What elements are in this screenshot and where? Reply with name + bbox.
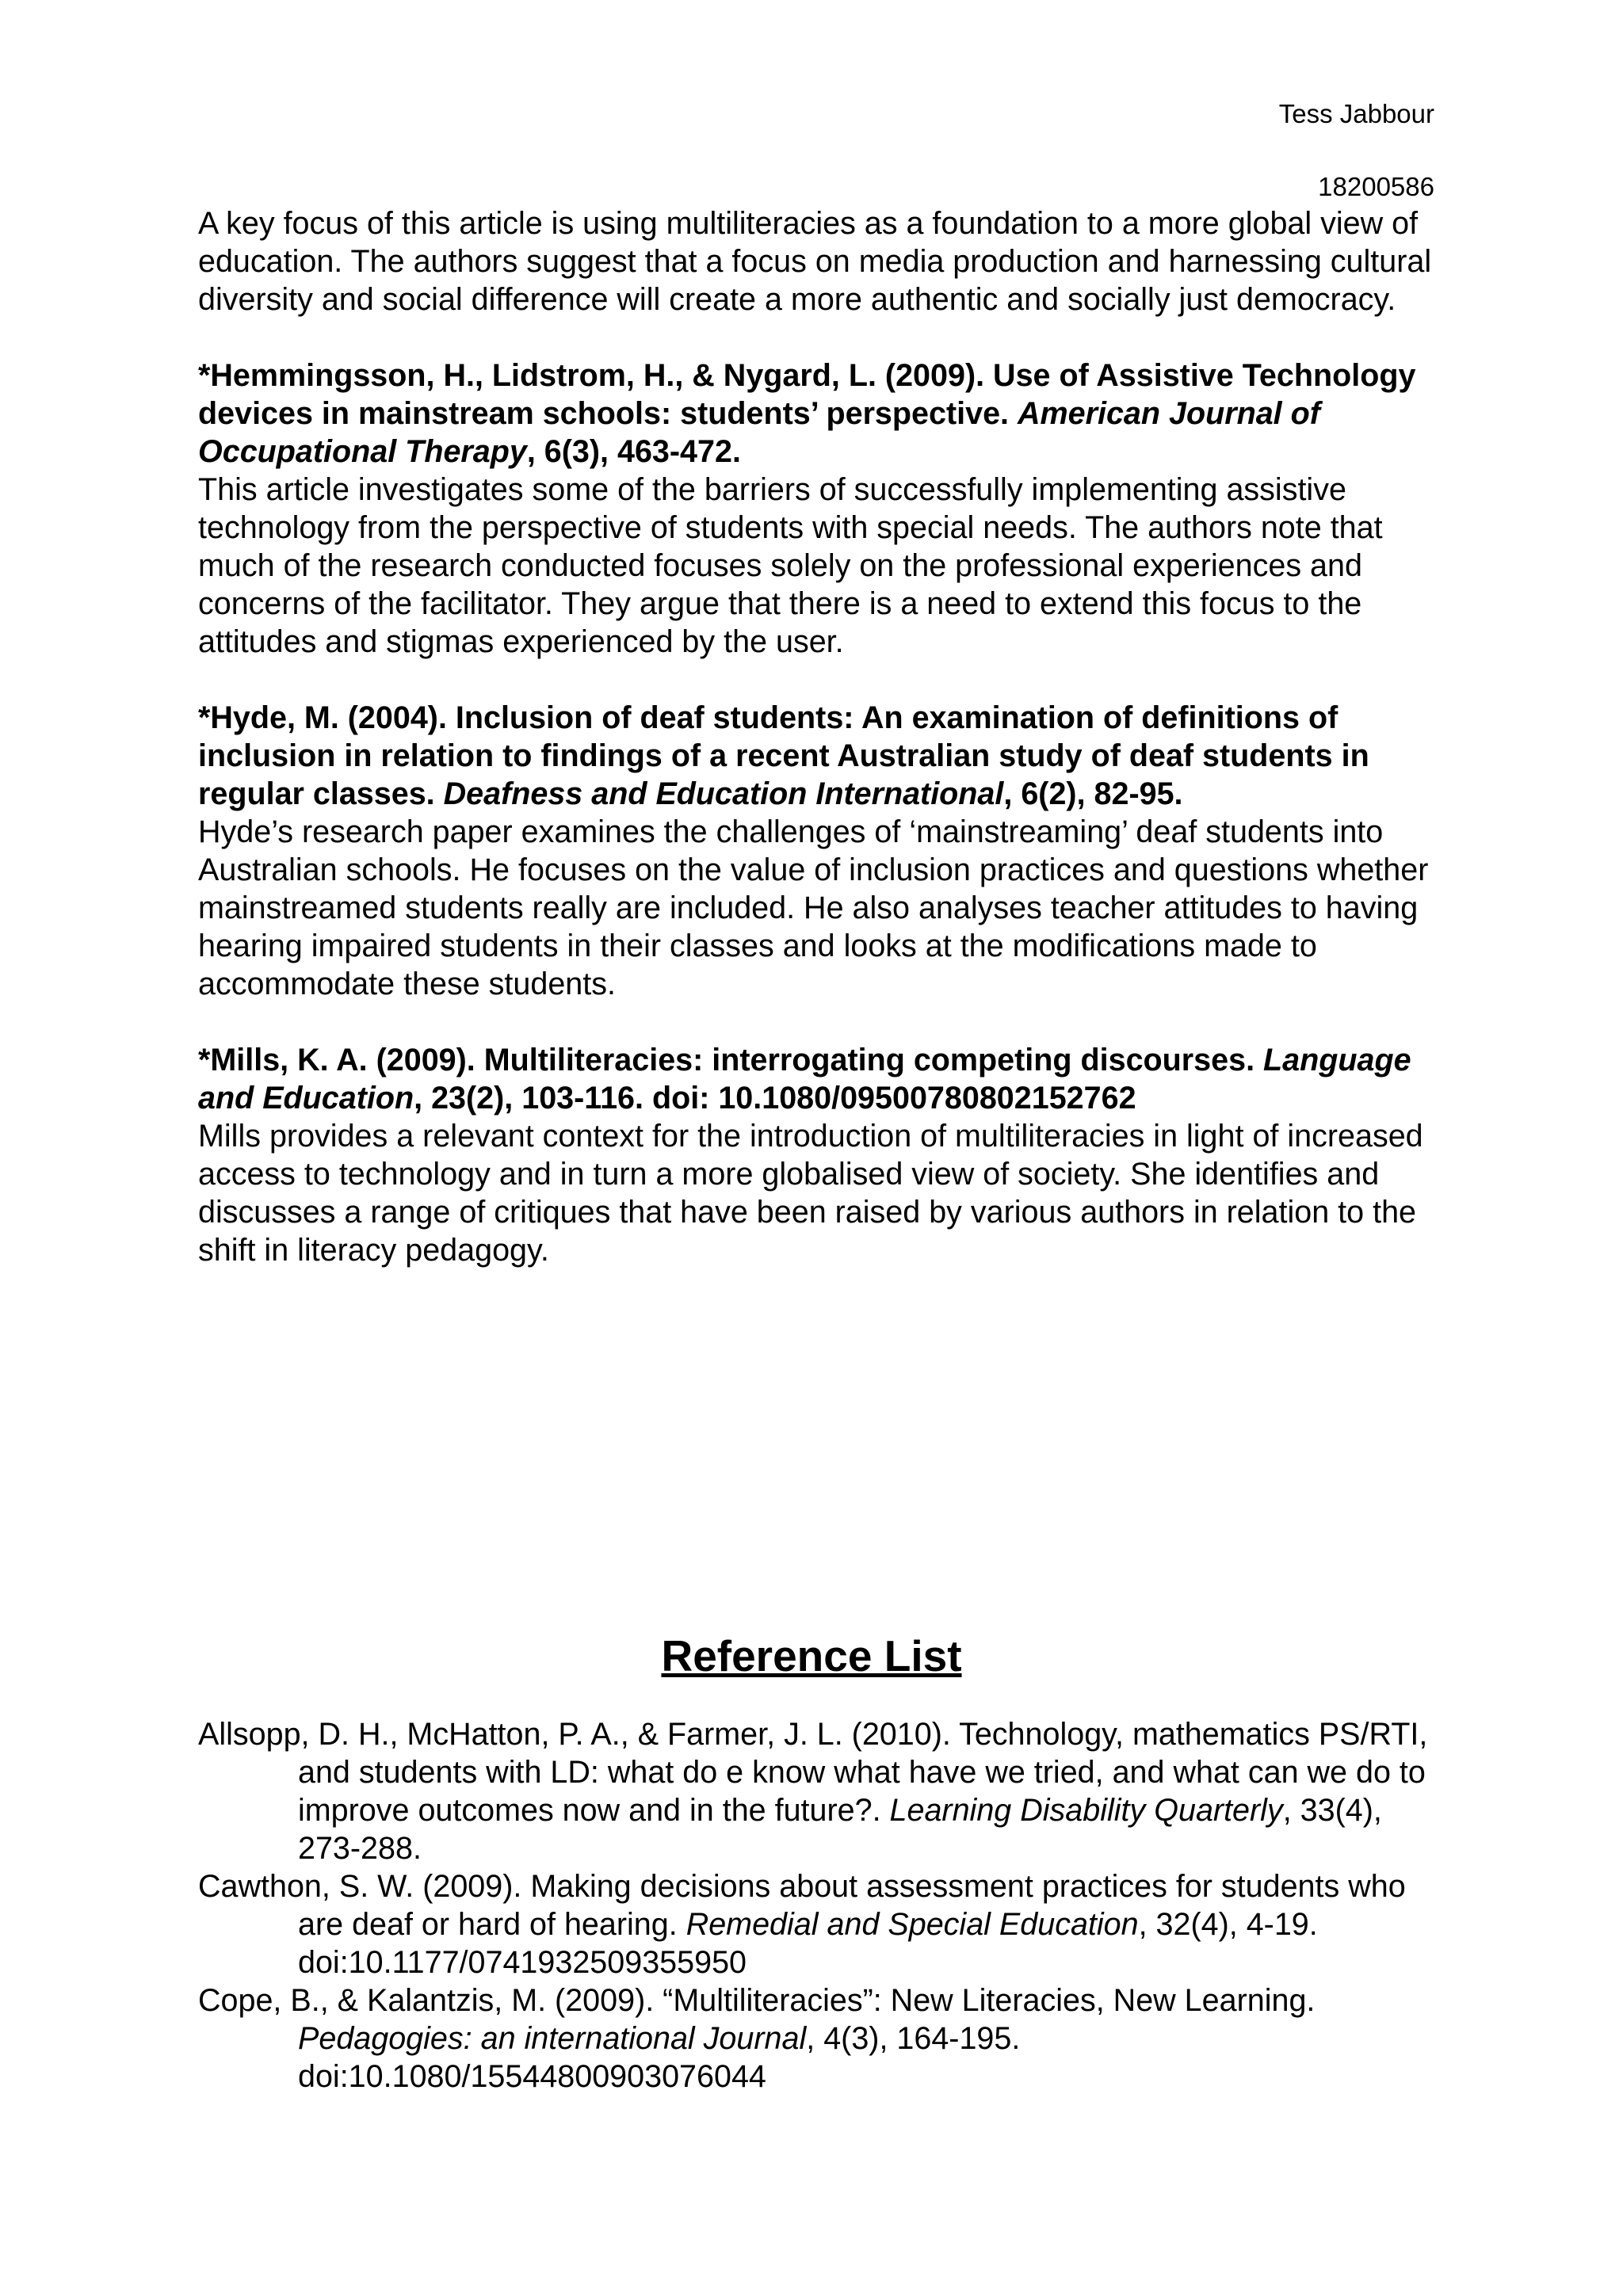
reference-volume-pages: , 33(4), 273-288.: [298, 1793, 1382, 1866]
bibliography-entry: [198, 357, 1434, 661]
citation-journal: Deafness and Education International: [443, 776, 1004, 811]
citation-volume-pages: , 6(2), 82-95.: [1003, 776, 1183, 811]
annotated-bibliography: [198, 204, 1434, 1269]
citation-journal: Language and Education: [198, 1043, 1411, 1116]
reference-journal: Pedagogies: an international Journal: [298, 2021, 807, 2056]
paragraph-gap: [198, 661, 1434, 699]
intro-paragraph: A key focus of this article is using multiliteracies as a foundation to a more global view of education. The authors suggest that a focus on media production and harnessing cultural diversity and social difference will create a more authentic and socially just democracy.: [198, 206, 1432, 317]
student-id: 18200586: [1318, 172, 1434, 201]
citation-journal: American Journal of Occupational Therapy: [198, 396, 1320, 469]
entry-annotation: This article investigates some of the barriers of successfully implementing assistive technology from the perspective of students with special needs. The authors note that much of the research conducted focuses solely on the professional experiences and concerns of the facilitator. They argue that there is a need to extend this focus to the attitudes and stigmas experienced by the user.: [198, 472, 1383, 659]
reference-list-heading: Reference List: [661, 1631, 962, 1680]
citation-volume-pages: , 6(3), 463-472.: [526, 434, 741, 469]
reference-authors-title: Allsopp, D. H., McHatton, P. A., & Farmer, J. L. (2010). Technology, mathematics PS/RTI, and students with LD: what do e know what have we tried, and what can we do to improve outcomes now and in the future?.: [198, 1717, 1428, 1828]
citation-authors-title: *Hyde, M. (2004). Inclusion of deaf students: An examination of definitions of inclusion in relation to findings of a recent Australian study of deaf students in regular classes.: [198, 700, 1369, 811]
entry-annotation: Hyde’s research paper examines the challenges of ‘mainstreaming’ deaf students into Australian schools. He focuses on the value of inclusion practices and questions whether mainstreamed students really are included. He also analyses teacher attitudes to having hearing impaired students in their classes and looks at the modifications made to accommodate these students.: [198, 814, 1429, 1001]
paragraph-gap: [198, 1003, 1434, 1041]
entry-annotation: Mills provides a relevant context for the introduction of multiliteracies in light of increased access to technology and in turn a more globalised view of society. She identifies and discusses a range of critiques that have been raised by various authors in relation to the shift in literacy pedagogy.: [198, 1119, 1423, 1268]
entry-citation: [198, 699, 1434, 813]
bibliography-entry: [198, 1041, 1434, 1269]
author-name: Tess Jabbour: [1278, 99, 1434, 128]
reference-journal: Remedial and Special Education: [685, 1907, 1139, 1942]
citation-volume-pages: , 23(2), 103-116. doi: 10.1080/09500780802152762: [414, 1081, 1136, 1116]
reference-list: [198, 1715, 1434, 2096]
entry-citation: [198, 1041, 1434, 1117]
reference-item: [198, 1981, 1434, 2096]
citation-authors-title: *Hemmingsson, H., Lidstrom, H., & Nygard, L. (2009). Use of Assistive Technology devices in mainstream schools: students’ perspective.: [198, 358, 1416, 431]
reference-item: [198, 1867, 1434, 1981]
reference-volume-pages: , 4(3), 164-195. doi:10.1080/15544800903076044: [298, 2021, 1021, 2094]
reference-journal: Learning Disability Quarterly: [889, 1793, 1283, 1828]
citation-authors-title: *Mills, K. A. (2009). Multiliteracies: interrogating competing discourses.: [198, 1043, 1264, 1077]
reference-authors-title: Cope, B., & Kalantzis, M. (2009). “Multiliteracies”: New Literacies, New Learning.: [198, 1983, 1316, 2018]
entry-citation: [198, 357, 1434, 471]
reference-volume-pages: , 32(4), 4-19. doi:10.1177/0741932509355950: [298, 1907, 1318, 1980]
reference-authors-title: Cawthon, S. W. (2009). Making decisions about assessment practices for students who are deaf or hard of hearing.: [198, 1869, 1406, 1942]
bibliography-entry: [198, 699, 1434, 1003]
reference-item: [198, 1715, 1434, 1867]
paragraph-gap: [198, 318, 1434, 357]
